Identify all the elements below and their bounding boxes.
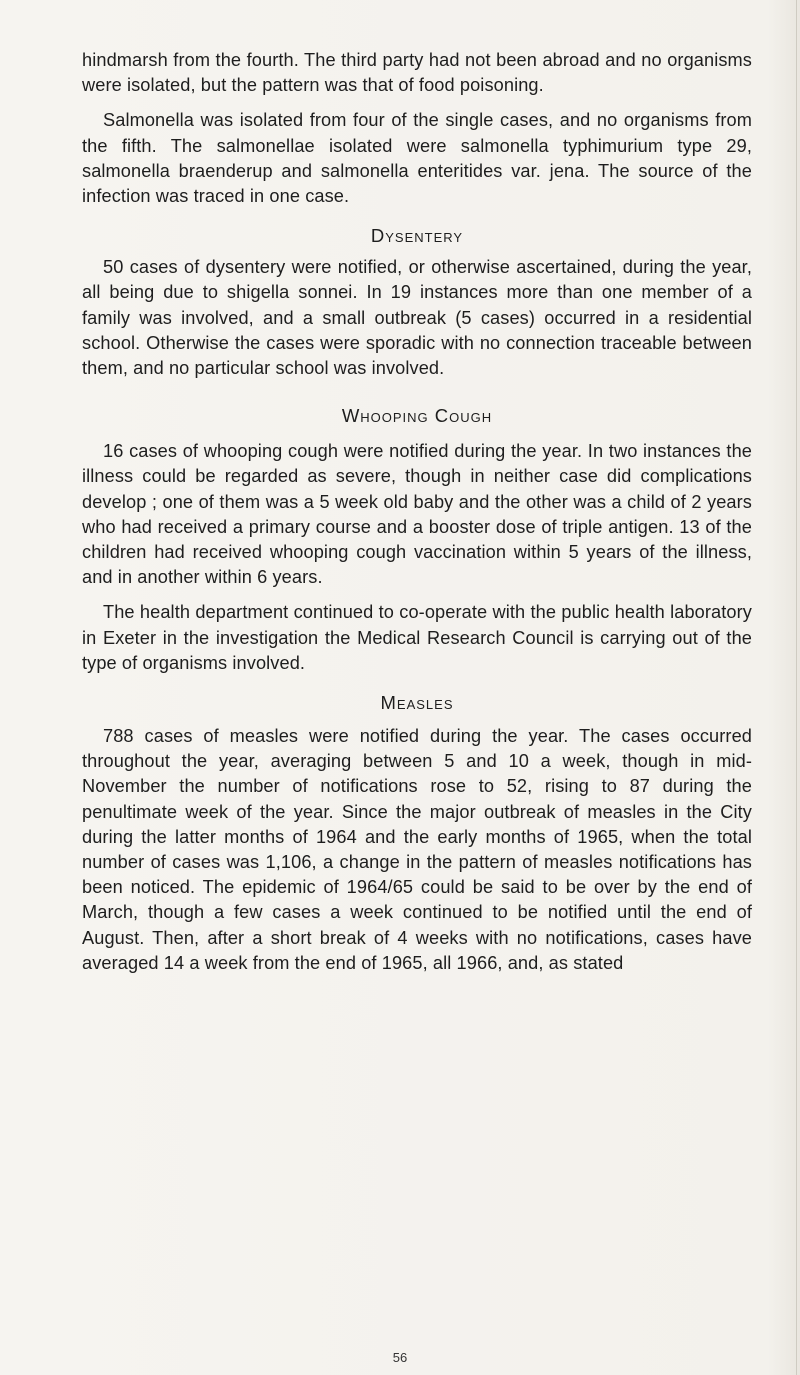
paragraph-dysentery: 50 cases of dysentery were notified, or otherwise ascertained, during the year, all being due to shigella sonnei. In 19 instances more than one member of a family was involved, and a small outbreak (5 cases) occurred in a residential school. Otherwise the cases were sporadic with no connection traceable between them, and no particular school was involved. — [82, 257, 752, 379]
paragraph-whooping-cough: 16 cases of whooping cough were notified during the year. In two instances the illness could be regarded as severe, though in neither case did complications develop ; one of them was a 5 week old baby and the other was a child of 2 years who had received a primary course and a booster dose of triple antigen. 13 of the children had received whooping cough vaccination within 5 years of the illness, and in another within 6 years. — [82, 441, 752, 588]
paragraph-continuation: hindmarsh from the fourth. The third party had not been abroad and no organisms were isolated, but the pattern was that of food poisoning. — [82, 50, 752, 96]
paragraph-measles: 788 cases of measles were notified during the year. The cases occurred throughout the year, averaging between 5 and 10 a week, though in mid-November the number of notifications rose to 52, rising to 87 during the penultimate week of the year. Since the major outbreak of measles in the City during the latter months of 1964 and the early months of 1965, when the total number of cases was 1,106, a change in the pattern of measles notifications has been noticed. The epidemic of 1964/65 could be said to be over by the end of March, though a few cases a week continued to be notified until the end of August. Then, after a short break of 4 weeks with no notifications, cases have averaged 14 a week from the end of 1965, all 1966, and, as stated — [82, 726, 752, 973]
paragraph-salmonella: Salmonella was isolated from four of the single cases, and no organisms from the fifth. The salmonellae isolated were salmonella typhimurium type 29, salmonella braenderup and salmonella enteritides var. jena. The source of the infection was traced in one case. — [82, 110, 752, 207]
page-number: 56 — [392, 1350, 408, 1365]
heading-dysentery: Dysentery — [370, 225, 464, 247]
heading-measles: Measles — [380, 692, 454, 714]
paragraph-health-department: The health department continued to co-operate with the public health laboratory in Exeter in the investigation the Medical Research Council is carrying out of the type of organisms involved. — [82, 602, 752, 673]
body-text — [82, 48, 752, 976]
heading-whooping-cough: Whooping Cough — [341, 405, 493, 427]
page-edge — [796, 0, 797, 1375]
